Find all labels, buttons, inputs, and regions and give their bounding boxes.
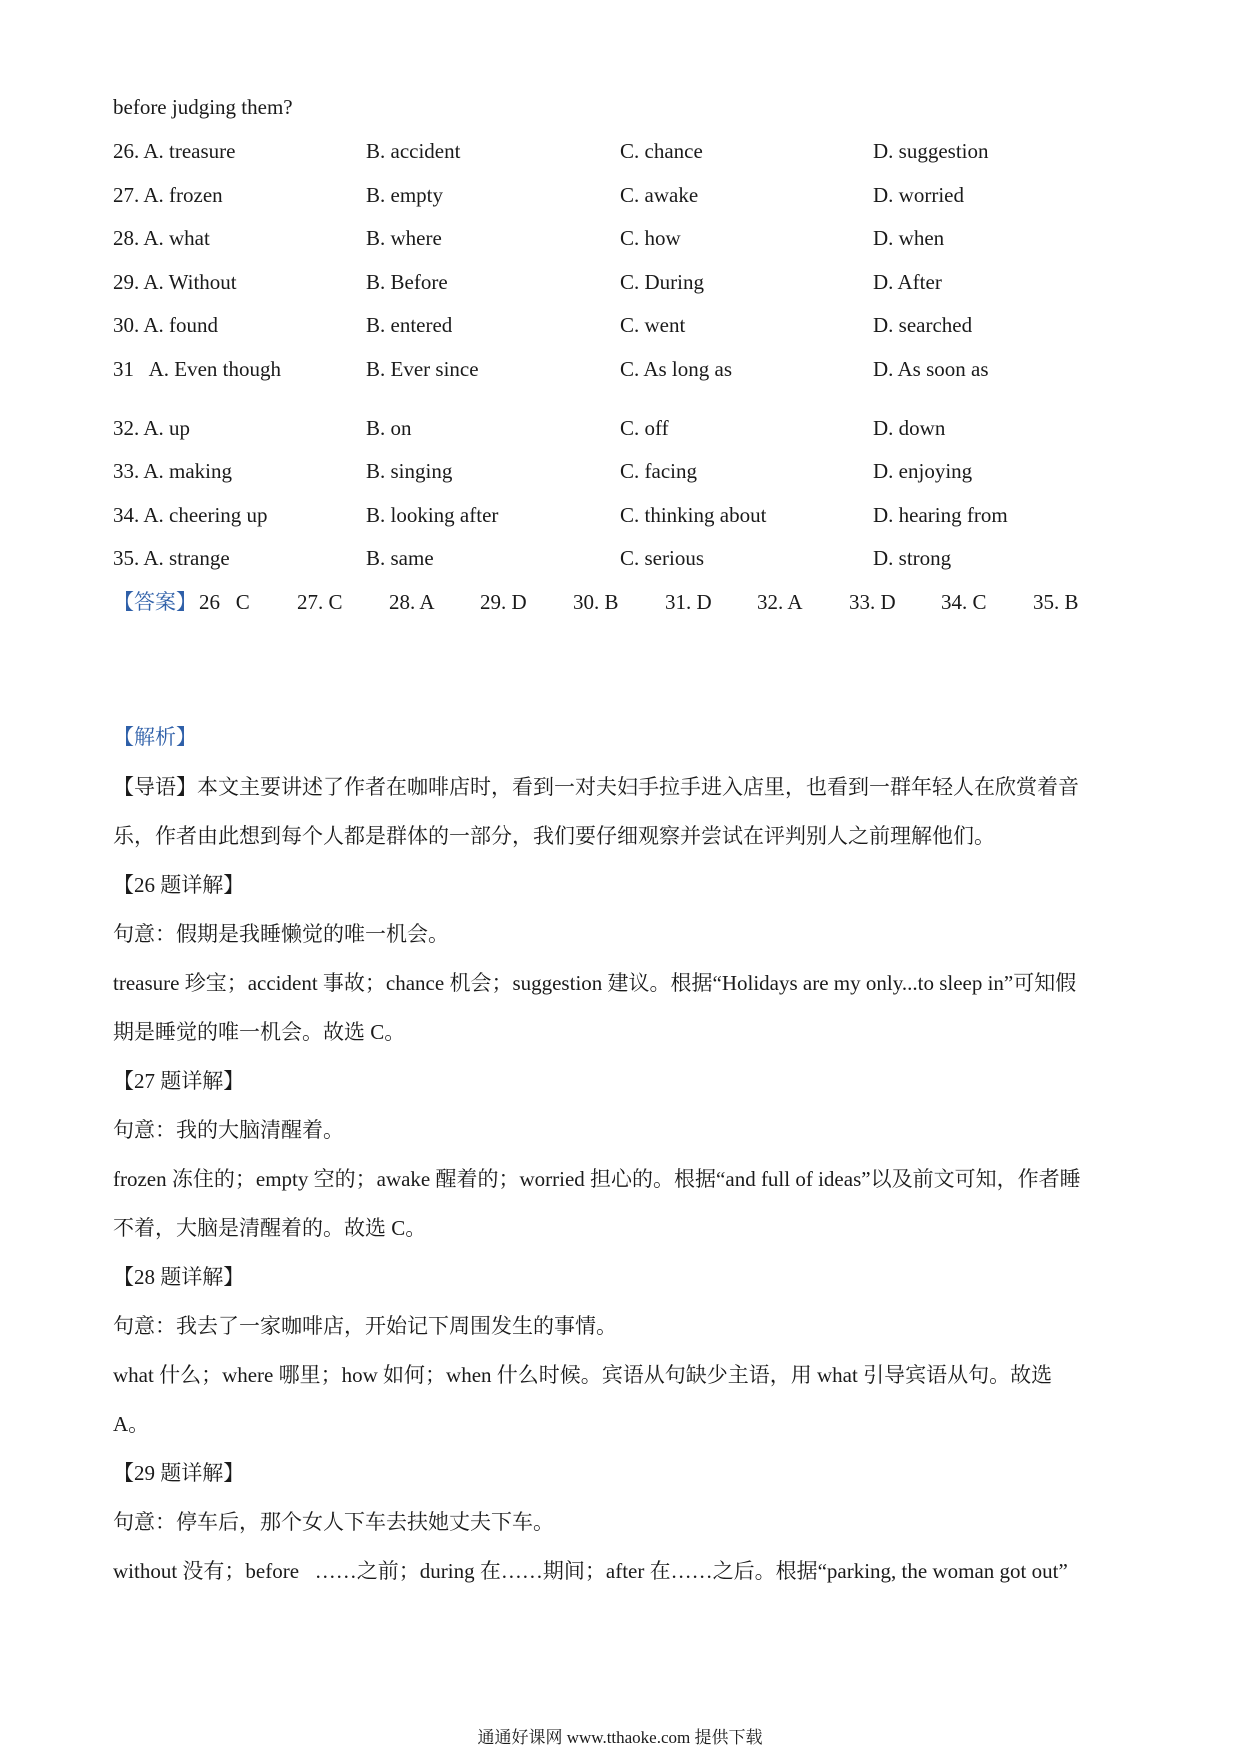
option-a: 30. A. found xyxy=(113,313,218,337)
option-b: B. entered xyxy=(366,313,453,337)
answer-item: 32. A xyxy=(757,590,803,614)
q26-title: 【26 题详解】 xyxy=(113,873,245,897)
option-c: C. facing xyxy=(620,459,697,483)
option-d: D. down xyxy=(873,416,946,440)
answer-item: 28. A xyxy=(389,590,435,614)
option-a: 35. A. strange xyxy=(113,546,230,570)
option-a: 27. A. frozen xyxy=(113,183,223,207)
option-c: C. chance xyxy=(620,139,703,163)
option-b: B. singing xyxy=(366,459,453,483)
q27-meaning: 句意：我的大脑清醒着。 xyxy=(113,1118,344,1142)
q26-explain-2: 期是睡觉的唯一机会。故选 C。 xyxy=(113,1020,406,1044)
option-d: D. enjoying xyxy=(873,459,973,483)
option-b: B. looking after xyxy=(366,503,499,527)
answer-item: 33. D xyxy=(849,590,896,614)
q26-explain-1: treasure 珍宝；accident 事故；chance 机会；suggestion 建议。根据“Holidays are my only...to sleep in”可知假 xyxy=(113,971,1077,995)
answer-item: 35. B xyxy=(1033,590,1079,614)
option-d: D. As soon as xyxy=(873,357,989,381)
option-c: C. went xyxy=(620,313,686,337)
answer-item: 34. C xyxy=(941,590,987,614)
option-a: 34. A. cheering up xyxy=(113,503,268,527)
q27-explain-2: 不着，大脑是清醒着的。故选 C。 xyxy=(113,1216,427,1240)
answer-item: 31. D xyxy=(665,590,712,614)
option-a: 31 A. Even though xyxy=(113,357,281,381)
option-b: B. on xyxy=(366,416,412,440)
option-a: 32. A. up xyxy=(113,416,191,440)
answer-item: 29. D xyxy=(480,590,527,614)
q27-title: 【27 题详解】 xyxy=(113,1069,245,1093)
analysis-label: 【解析】 xyxy=(113,725,197,749)
option-c: C. As long as xyxy=(620,357,733,381)
q28-explain-1: what 什么；where 哪里；how 如何；when 什么时候。宾语从句缺少主语，用 what 引导宾语从句。故选 xyxy=(113,1363,1053,1387)
option-c: C. serious xyxy=(620,546,704,570)
option-c: C. During xyxy=(620,270,704,294)
intro-tail: before judging them? xyxy=(113,95,293,119)
q27-explain-1: frozen 冻住的；empty 空的；awake 醒着的；worried 担心的。根据“and full of ideas”以及前文可知，作者睡 xyxy=(113,1167,1081,1191)
guide-line-1: 【导语】本文主要讲述了作者在咖啡店时，看到一对夫妇手拉手进入店里，也看到一群年轻人在欣赏着音 xyxy=(113,775,1079,799)
q29-explain-1: without 没有；before ……之前；during 在……期间；after 在……之后。根据“parking, the woman got out” xyxy=(113,1559,1068,1583)
option-d: D. worried xyxy=(873,183,964,207)
page-footer: 通通好课网 www.tthaoke.com 提供下载 xyxy=(477,1728,763,1747)
option-d: D. strong xyxy=(873,546,952,570)
option-c: C. awake xyxy=(620,183,699,207)
option-c: C. off xyxy=(620,416,669,440)
answer-label: 【答案】 xyxy=(113,590,197,614)
answer-item: 27. C xyxy=(297,590,343,614)
answer-item: 30. B xyxy=(573,590,619,614)
option-b: B. accident xyxy=(366,139,461,163)
option-d: D. searched xyxy=(873,313,973,337)
option-b: B. Ever since xyxy=(366,357,479,381)
option-c: C. how xyxy=(620,226,681,250)
option-a: 29. A. Without xyxy=(113,270,237,294)
q28-explain-2: A。 xyxy=(113,1412,150,1436)
option-a: 26. A. treasure xyxy=(113,139,236,163)
option-a: 28. A. what xyxy=(113,226,210,250)
option-b: B. where xyxy=(366,226,442,250)
q28-title: 【28 题详解】 xyxy=(113,1265,245,1289)
option-d: D. when xyxy=(873,226,945,250)
option-c: C. thinking about xyxy=(620,503,767,527)
q26-meaning: 句意：假期是我睡懒觉的唯一机会。 xyxy=(113,922,449,946)
q29-meaning: 句意：停车后，那个女人下车去扶她丈夫下车。 xyxy=(113,1510,554,1534)
option-b: B. Before xyxy=(366,270,448,294)
guide-line-2: 乐，作者由此想到每个人都是群体的一部分，我们要仔细观察并尝试在评判别人之前理解他们。 xyxy=(113,824,995,848)
q28-meaning: 句意：我去了一家咖啡店，开始记下周围发生的事情。 xyxy=(113,1314,617,1338)
option-b: B. empty xyxy=(366,183,443,207)
answer-item: 26 C xyxy=(199,590,250,614)
q29-title: 【29 题详解】 xyxy=(113,1461,245,1485)
option-b: B. same xyxy=(366,546,434,570)
option-a: 33. A. making xyxy=(113,459,232,483)
option-d: D. After xyxy=(873,270,942,294)
option-d: D. suggestion xyxy=(873,139,989,163)
option-d: D. hearing from xyxy=(873,503,1008,527)
